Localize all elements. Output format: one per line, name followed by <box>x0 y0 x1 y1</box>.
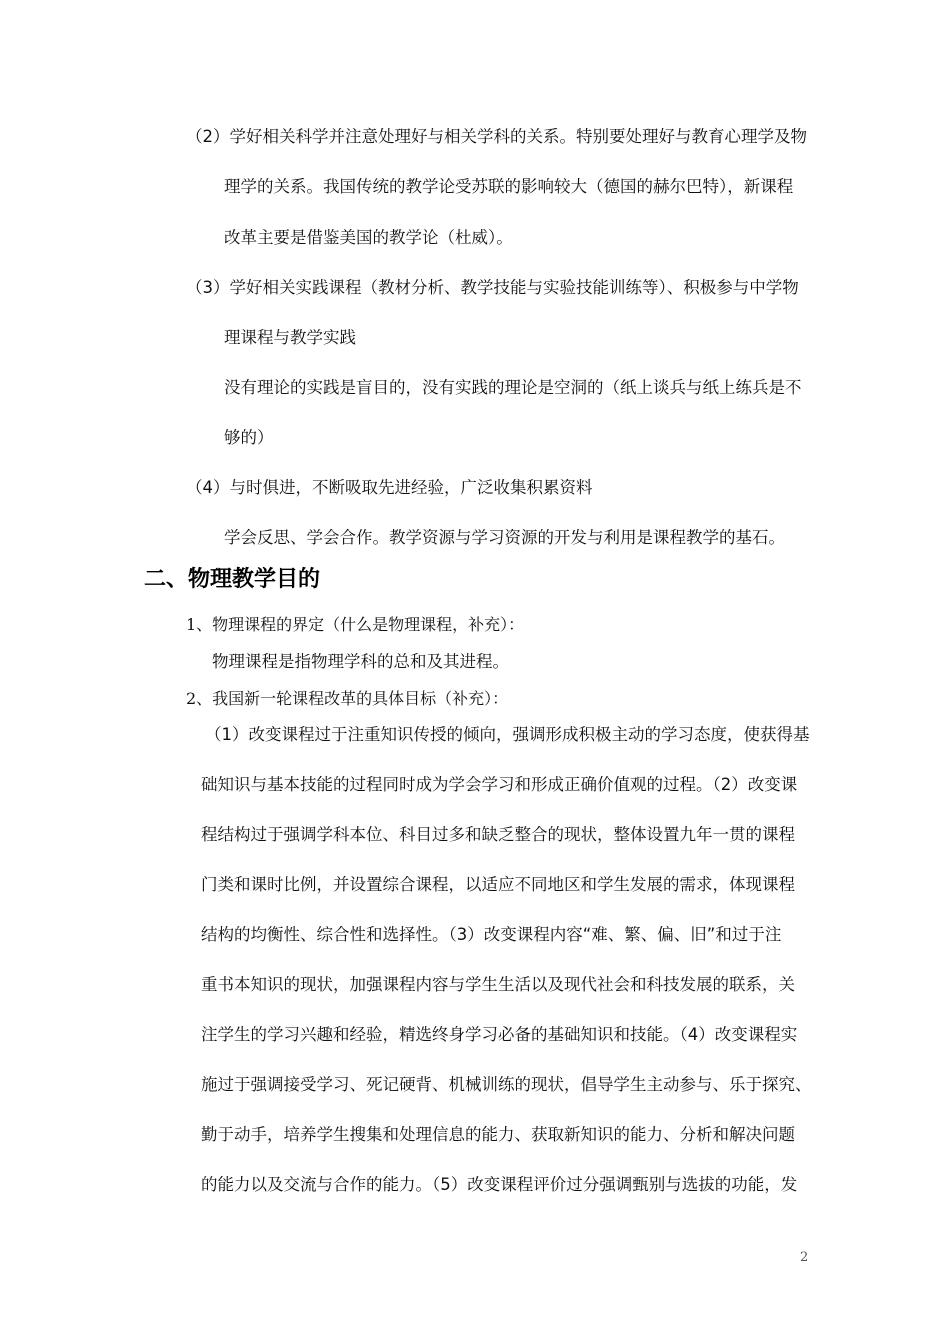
section-heading: 二、物理教学目的 <box>144 567 321 592</box>
point-2-body-line-5: 结构的均衡性、综合性和选择性。（3）改变课程内容“难、繁、偏、旧”和过于注 <box>201 925 782 944</box>
point-2-body-line-7: 注学生的学习兴趣和经验，精选终身学习必备的基础知识和技能。（4）改变课程实 <box>201 1025 798 1044</box>
page-number: 2 <box>800 1250 809 1265</box>
point-2-body-line-4: 门类和课时比例，并设置综合课程，以适应不同地区和学生发展的需求，体现课程 <box>201 875 795 894</box>
item-3-line-4: 够的） <box>224 428 274 447</box>
point-2-body-line-1: （1）改变课程过于注重知识传授的倾向，强调形成积极主动的学习态度，使获得基 <box>205 725 810 744</box>
point-2-body-line-2: 础知识与基本技能的过程同时成为学会学习和形成正确价值观的过程。（2）改变课 <box>201 775 798 794</box>
item-2-line-2: 理学的关系。我国传统的教学论受苏联的影响较大（德国的赫尔巴特），新课程 <box>224 177 794 196</box>
point-2-body-line-10: 的能力以及交流与合作的能力。（5）改变课程评价过分强调甄别与选拔的功能，发 <box>201 1175 798 1194</box>
item-3-line-1: （3）学好相关实践课程（教材分析、教学技能与实验技能训练等）、积极参与中学物 <box>186 278 799 297</box>
point-2-body-line-8: 施过于强调接受学习、死记硬背、机械训练的现状，倡导学生主动参与、乐于探究、 <box>201 1075 812 1094</box>
point-1-title: 1、物理课程的界定（什么是物理课程，补充）： <box>186 615 525 634</box>
item-4-line-2: 学会反思、学会合作。教学资源与学习资源的开发与利用是课程教学的基石。 <box>224 528 785 547</box>
item-3-line-2: 理课程与教学实践 <box>224 328 356 347</box>
item-4-line-1: （4）与时俱进，不断吸取先进经验，广泛收集积累资料 <box>186 478 593 497</box>
item-3-line-3: 没有理论的实践是盲目的，没有实践的理论是空洞的（纸上谈兵与纸上练兵是不 <box>224 378 802 397</box>
point-2-title: 2、我国新一轮课程改革的具体目标（补充）： <box>186 689 509 708</box>
point-2-body-line-3: 程结构过于强调学科本位、科目过多和缺乏整合的现状，整体设置九年一贯的课程 <box>201 825 795 844</box>
point-2-body-line-6: 重书本知识的现状，加强课程内容与学生生活以及现代社会和科技发展的联系，关 <box>201 975 795 994</box>
item-2-line-3: 改革主要是借鉴美国的教学论（杜威）。 <box>224 228 513 247</box>
point-2-body-line-9: 勤于动手，培养学生搜集和处理信息的能力、获取新知识的能力、分析和解决问题 <box>201 1125 795 1144</box>
item-2-line-1: （2）学好相关科学并注意处理好与相关学科的关系。特别要处理好与教育心理学及物 <box>186 127 807 146</box>
point-1-body: 物理课程是指物理学科的总和及其进程。 <box>212 652 509 671</box>
